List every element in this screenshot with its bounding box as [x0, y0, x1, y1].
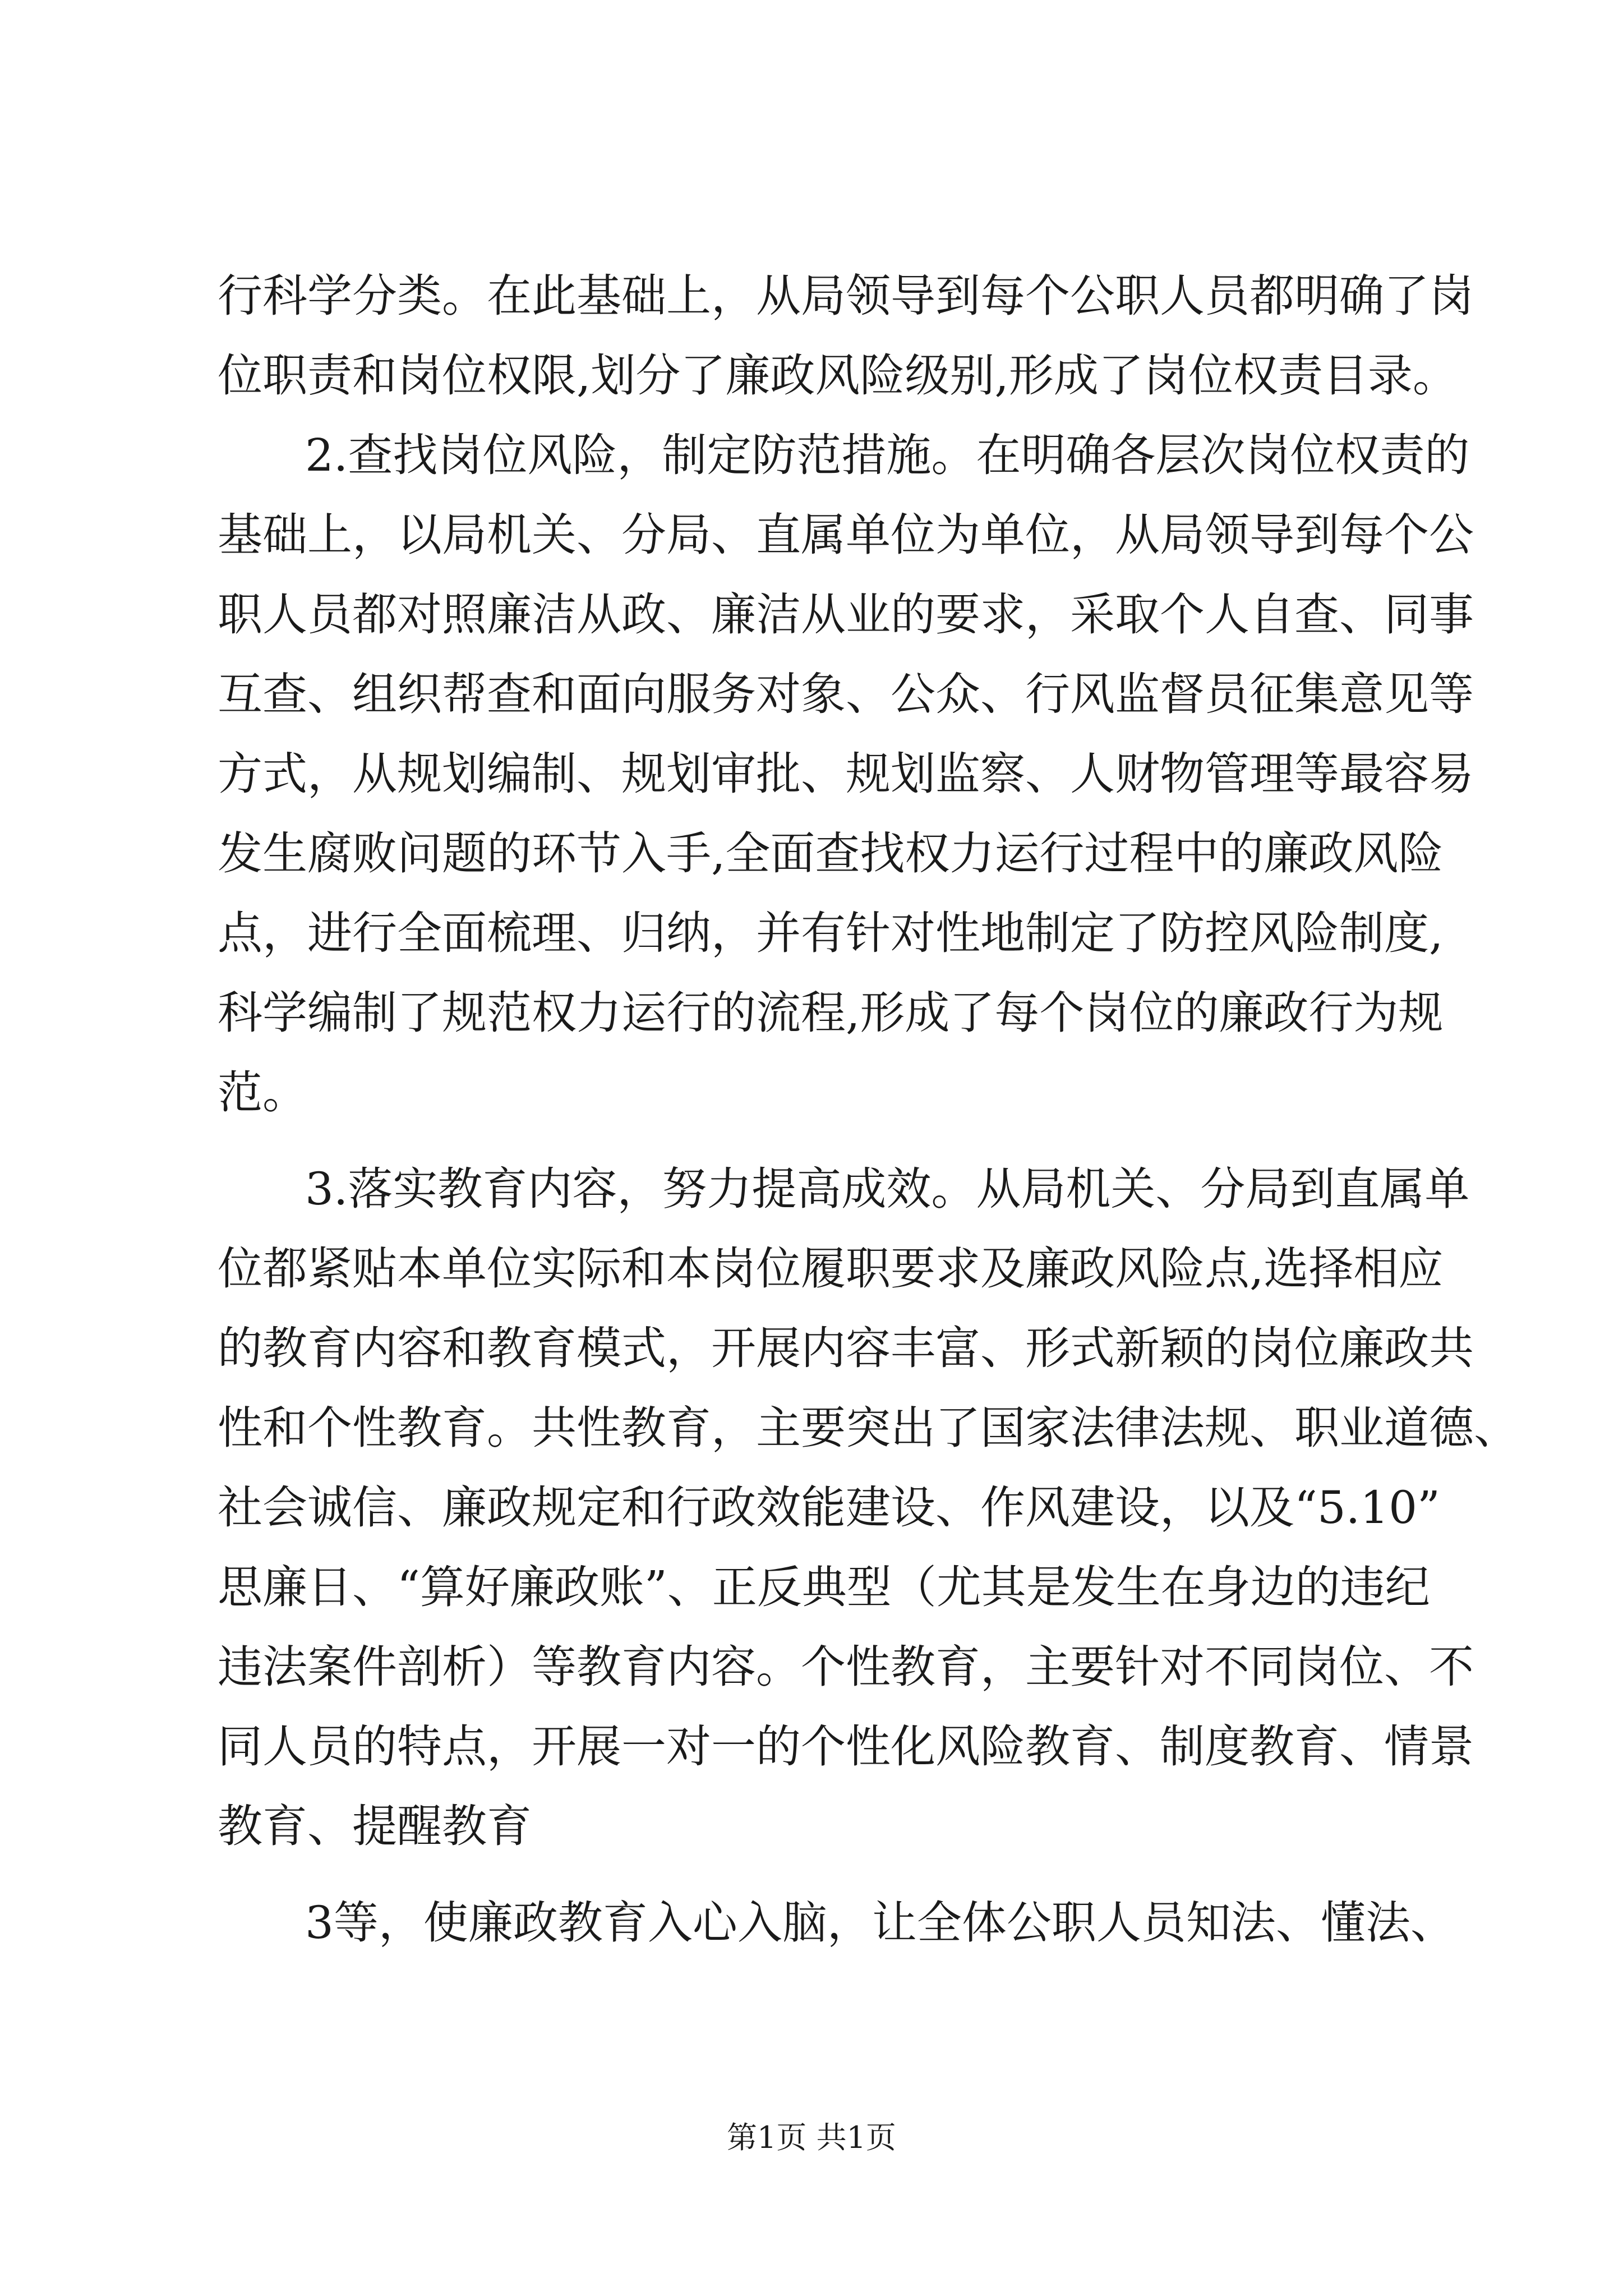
paragraph-heading-3: 3.落实教育内容，努力提高成效。从局机关、分局到直属单 [305, 1163, 1470, 1215]
text-line: 性和个性教育。共性教育，主要突出了国家法律法规、职业道德、 [218, 1402, 1519, 1454]
text-line: 职人员都对照廉洁从政、廉洁从业的要求，采取个人自查、同事 [218, 588, 1474, 641]
text-line: 教育、提醒教育 [218, 1800, 532, 1852]
text-line: 发生腐败问题的环节入手,全面查找权力运行过程中的廉政风险 [218, 827, 1444, 880]
paragraph-start: 3等，使廉政教育入心入脑，让全体公职人员知法、懂法、 [305, 1897, 1455, 1949]
text-line: 方式，从规划编制、规划审批、规划监察、人财物管理等最容易 [218, 748, 1474, 800]
text-line: 位职责和岗位权限,划分了廉政风险级别,形成了岗位权责目录。 [218, 349, 1458, 402]
paragraph-heading-2: 2.查找岗位风险，制定防范措施。在明确各层次岗位权责的 [305, 429, 1470, 481]
page-number-label: 第1页 共1页 [727, 2120, 896, 2155]
text-line: 范。 [218, 1066, 307, 1119]
text-line: 同人员的特点，开展一对一的个性化风险教育、制度教育、情景 [218, 1720, 1474, 1773]
text-line: 互查、组织帮查和面向服务对象、公众、行风监督员征集意见等 [218, 668, 1474, 720]
text-line: 的教育内容和教育模式，开展内容丰富、形式新颖的岗位廉政共 [218, 1322, 1474, 1374]
text-line: 思廉日、“算好廉政账”、正反典型（尤其是发生在身边的违纪 [218, 1561, 1430, 1613]
text-line: 点，进行全面梳理、归纳，并有针对性地制定了防控风险制度, [218, 907, 1444, 959]
text-line: 科学编制了规范权力运行的流程,形成了每个岗位的廉政行为规 [218, 987, 1444, 1039]
text-line: 位都紧贴本单位实际和本岗位履职要求及廉政风险点,选择相应 [218, 1243, 1444, 1295]
text-line: 社会诚信、廉政规定和行政效能建设、作风建设，以及“5.10” [218, 1481, 1440, 1534]
text-line: 基础上，以局机关、分局、直属单位为单位，从局领导到每个公 [218, 509, 1474, 561]
text-line: 违法案件剖析）等教育内容。个性教育，主要针对不同岗位、不 [218, 1641, 1474, 1693]
text-line: 行科学分类。在此基础上，从局领导到每个公职人员都明确了岗 [218, 270, 1474, 322]
page-footer [0, 2118, 1623, 2157]
